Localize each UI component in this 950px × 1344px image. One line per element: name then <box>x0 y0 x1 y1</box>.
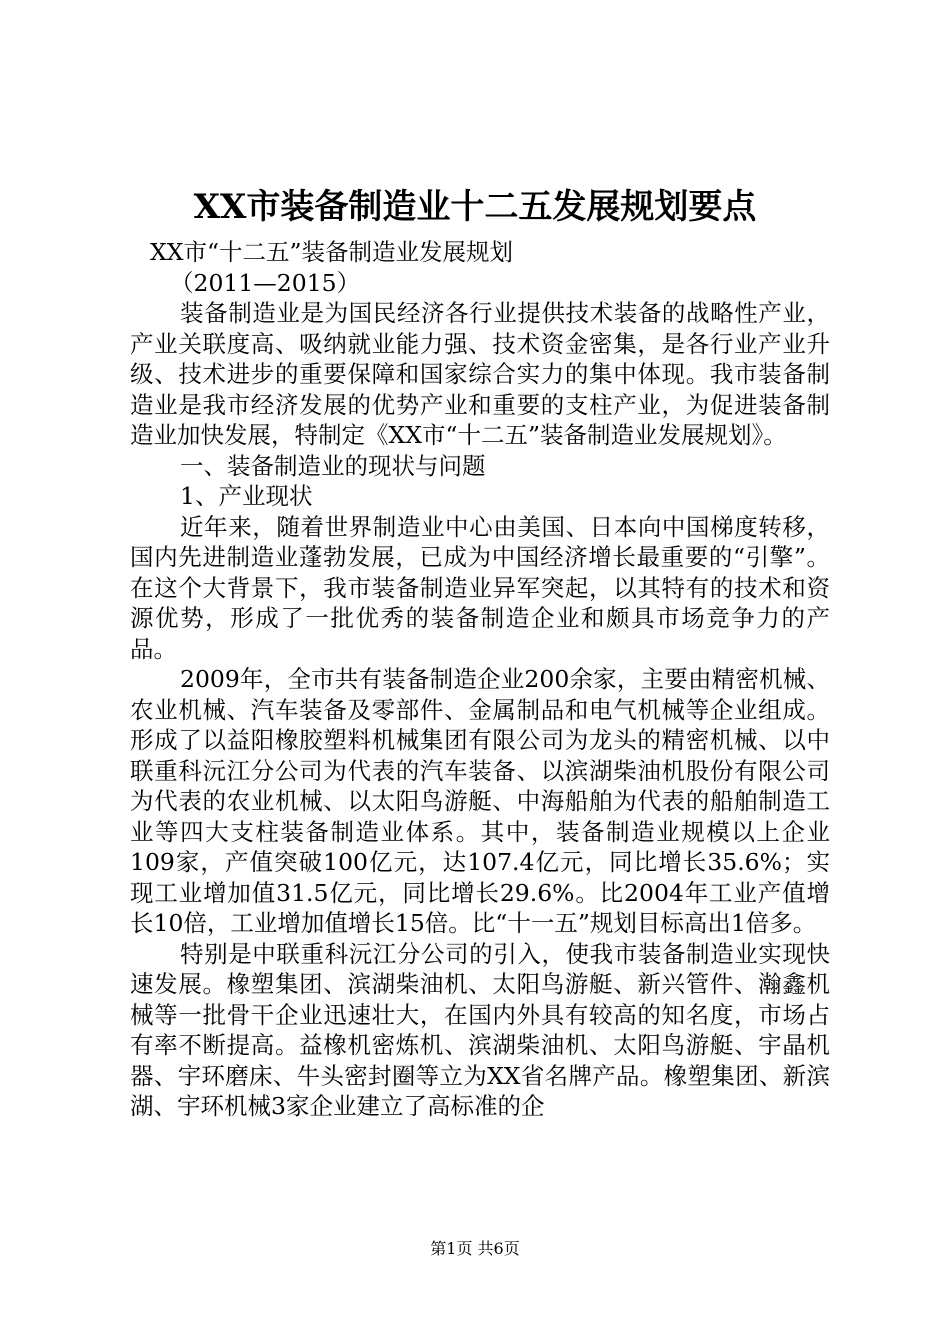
section-heading: 一、装备制造业的现状与问题 <box>180 451 486 480</box>
paragraph-subtitle: XX市“十二五”装备制造业发展规划 <box>150 238 513 266</box>
paragraph-intro: 装备制造业是为国民经济各行业提供技术装备的战略性产业，产业关联度高、吸纳就业能力强、技术资金密集，是各行业产业升级、技术进步的重要保障和国家综合实力的集中体现。我市装备制造业是我市经济发展的优势产业和重要的支柱产业，为促进装备制造业加快发展，特制定《XX市“十二五”装备制造业发展规划》。 <box>130 299 830 449</box>
paragraph-2009-stats: 2009年，全市共有装备制造企业200余家，主要由精密机械、农业机械、汽车装备及零部件、金属制品和电气机械等企业组成。形成了以益阳橡胶塑料机械集团有限公司为龙头的精密机械、以中联重科沅江分公司为代表的汽车装备、以滨湖柴油机股份有限公司为代表的农业机械、以太阳鸟游艇、中海船舶为代表的船舶制造工业等四大支柱装备制造业体系。其中，装备制造业规模以上企业109家，产值突破100亿元，达107.4亿元，同比增长35.6%；实现工业增加值31.5亿元，同比增长29.6%。比2004年工业产值增长10倍，工业增加值增长15倍。比“十一五”规划目标高出1倍多。 <box>130 665 830 937</box>
paragraph-zoomlion: 特别是中联重科沅江分公司的引入，使我市装备制造业实现快速发展。橡塑集团、滨湖柴油机、太阳鸟游艇、新兴管件、瀚鑫机械等一批骨干企业迅速壮大，在国内外具有较高的知名度，市场占有率不断提高。益橡机密炼机、滨湖柴油机、太阳鸟游艇、宇晶机器、宇环磨床、牛头密封圈等立为XX省名牌产品。橡塑集团、新滨湖、宇环机械3家企业建立了高标准的企 <box>130 939 830 1120</box>
paragraph-period: （2011—2015） <box>170 268 361 297</box>
subsection-heading: 1、产业现状 <box>180 482 313 510</box>
paragraph-recent-years: 近年来，随着世界制造业中心由美国、日本向中国梯度转移，国内先进制造业蓬勃发展，已成为中国经济增长最重要的“引擎”。在这个大背景下，我市装备制造业异军突起，以其特有的技术和资源优势，形成了一批优秀的装备制造企业和颇具市场竞争力的产品。 <box>130 512 830 663</box>
document-body <box>130 237 830 1122</box>
page-footer: 第1页 共6页 <box>430 1239 520 1258</box>
document-title: XX市装备制造业十二五发展规划要点 <box>193 187 757 227</box>
